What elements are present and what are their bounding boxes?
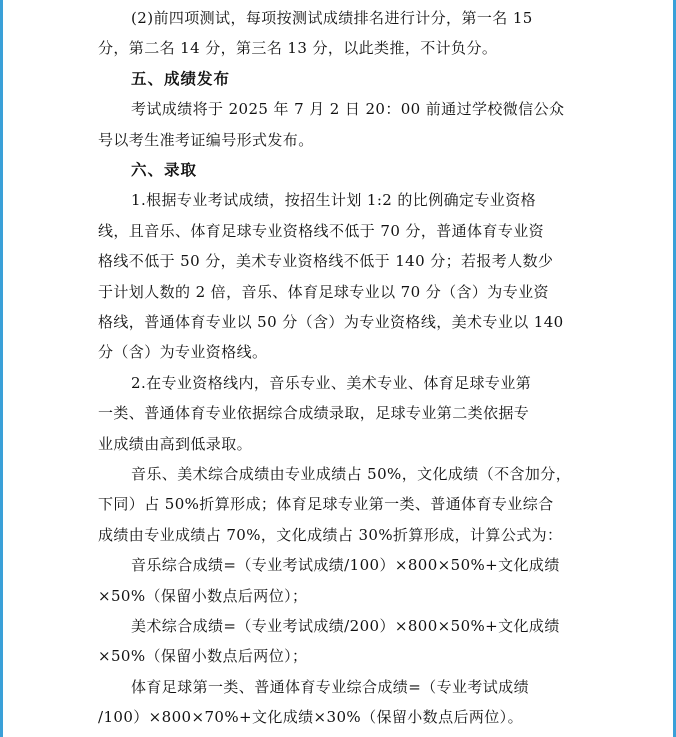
formula-line: 音乐综合成绩=（专业考试成绩/100）×800×50%+文化成绩 bbox=[131, 556, 560, 575]
paragraph-line: 业成绩由高到低录取。 bbox=[98, 434, 253, 453]
paragraph-line: 考试成绩将于 2025 年 7 月 2 日 20：00 前通过学校微信公众 bbox=[131, 100, 565, 119]
paragraph-line: (2)前四项测试，每项按测试成绩排名进行计分，第一名 15 bbox=[131, 9, 533, 27]
paragraph-line: 一类、普通体育专业依据综合成绩录取，足球专业第二类依据专 bbox=[98, 404, 530, 423]
paragraph-line: 下同）占 50%折算形成；体育足球专业第一类、普通体育专业综合 bbox=[98, 495, 554, 514]
paragraph-line: 于计划人数的 2 倍，音乐、体育足球专业以 70 分（含）为专业资 bbox=[98, 282, 549, 301]
paragraph-line: 线，且音乐、体育足球专业资格线不低于 70 分，普通体育专业资 bbox=[98, 221, 545, 240]
section-heading-results-release: 五、成绩发布 bbox=[131, 68, 231, 88]
formula-line: ×50%（保留小数点后两位）； bbox=[98, 647, 308, 666]
paragraph-line: 1.根据专业考试成绩，按招生计划 1:2 的比例确定专业资格 bbox=[131, 191, 536, 210]
paragraph-line: 号以考生准考证编号形式发布。 bbox=[98, 130, 314, 149]
paragraph-line: 分，第二名 14 分，第三名 13 分，以此类推，不计负分。 bbox=[98, 39, 498, 58]
paragraph-line: 格线不低于 50 分，美术专业资格线不低于 140 分；若报考人数少 bbox=[98, 252, 554, 271]
paragraph-line: 成绩由专业成绩占 70%，文化成绩占 30%折算形成，计算公式为： bbox=[98, 525, 563, 544]
paragraph-line: 2.在专业资格线内，音乐专业、美术专业、体育足球专业第 bbox=[131, 373, 532, 392]
page-border-left bbox=[0, 0, 3, 737]
paragraph-line: 格线，普通体育专业以 50 分（含）为专业资格线，美术专业以 140 bbox=[98, 313, 564, 331]
formula-line: 美术综合成绩=（专业考试成绩/200）×800×50%+文化成绩 bbox=[131, 617, 560, 635]
formula-line: ×50%（保留小数点后两位）； bbox=[98, 586, 308, 605]
formula-line: /100）×800×70%+文化成绩×30%（保留小数点后两位）。 bbox=[98, 708, 523, 727]
section-heading-admission: 六、录取 bbox=[131, 160, 198, 179]
paragraph-line: 分（含）为专业资格线。 bbox=[98, 343, 268, 362]
formula-line: 体育足球第一类、普通体育专业综合成绩=（专业考试成绩 bbox=[131, 677, 529, 696]
paragraph-line: 音乐、美术综合成绩由专业成绩占 50%，文化成绩（不含加分， bbox=[131, 465, 572, 483]
